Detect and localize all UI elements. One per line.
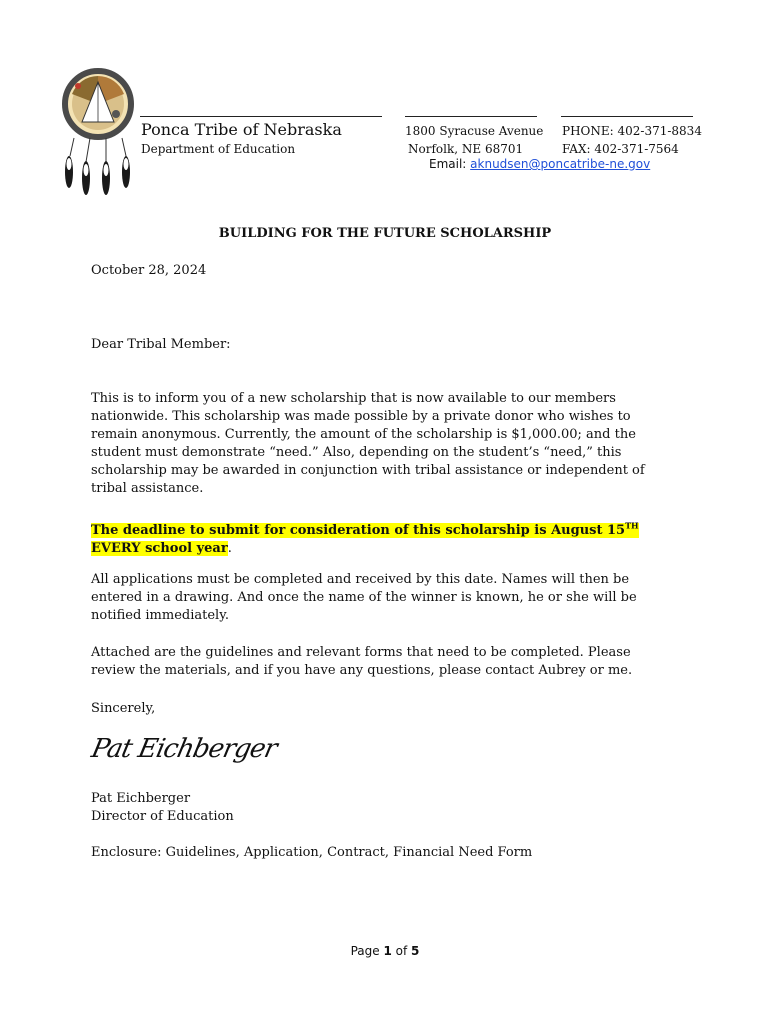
deadline-superscript: TH [625,521,639,531]
email-link[interactable]: aknudsen@poncatribe-ne.gov [470,157,651,171]
fax-number: FAX: 402-371-7564 [562,142,679,156]
page-current: 1 [383,944,392,958]
email-line [429,157,650,171]
page-total: 5 [411,944,420,958]
closing: Sincerely, [91,701,156,716]
org-name: Ponca Tribe of Nebraska [141,120,342,139]
signature: Pat Eichberger [88,734,280,764]
email-label: Email: [429,157,471,171]
deadline-text-2: EVERY school year [91,541,228,557]
page-prefix: Page [350,944,384,958]
page-indicator [0,944,770,958]
address-line1: 1800 Syracuse Avenue [405,124,544,138]
signer-name: Pat Eichberger [91,791,191,806]
letter-title: BUILDING FOR THE FUTURE SCHOLARSHIP [218,226,552,241]
paragraph-applications: All applications must be completed and received by this date. Names will then be entered in a drawing. And once the name of the winner is known, he or she will be notified immediately. [91,572,637,623]
paragraph-attachments: Attached are the guidelines and relevant forms that need to be completed. Please review the materials, and if you have any questions, please contact Aubrey or me. [91,645,633,678]
letterhead-rule-right [561,116,693,117]
deadline-text-1: The deadline to submit for consideration of this scholarship is August 15 [91,523,626,539]
salutation: Dear Tribal Member: [91,337,231,352]
signer-title: Director of Education [91,809,234,824]
phone-number: PHONE: 402-371-8834 [562,124,702,138]
deadline-period: . [227,541,232,557]
letterhead-rule-middle [405,116,537,117]
page-of: of [391,944,412,958]
paragraph-intro: This is to inform you of a new scholarship that is now available to our members nationwide. This scholarship was made possible by a private donor who wishes to remain anonymous. Currently, the amount of the scholarship is $1,000.00; and the student must demonstrate “need.” Also, depending on the student’s “need,” this scholarship may be awarded in conjunction with tribal assistance or independent of tribal assistance. [91,391,645,496]
enclosure-line: Enclosure: Guidelines, Application, Contract, Financial Need Form [91,845,533,860]
department-name: Department of Education [141,142,296,156]
letterhead-rule-left [140,116,382,117]
tribe-logo [58,64,136,200]
address-line2: Norfolk, NE 68701 [408,142,524,156]
deadline-notice [91,517,671,558]
letter-date: October 28, 2024 [91,263,207,278]
